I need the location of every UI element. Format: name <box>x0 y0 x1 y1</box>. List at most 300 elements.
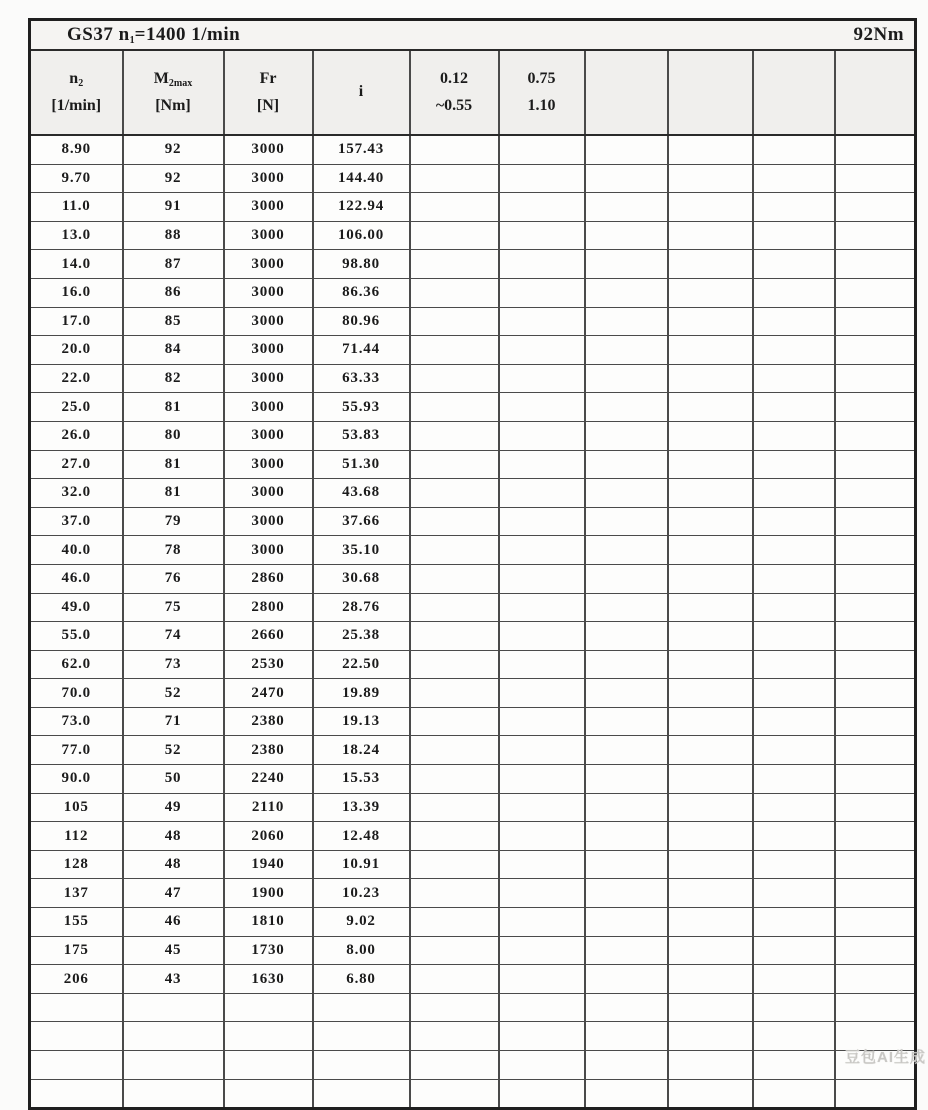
cell-m2max <box>123 1022 224 1051</box>
table-row <box>30 307 916 336</box>
cell-empty-1 <box>585 336 668 365</box>
watermark-text: 豆包AI生成 <box>844 1049 926 1066</box>
cell-kw-high <box>499 850 585 879</box>
cell-n2: 32.0 <box>30 479 123 508</box>
table-row <box>30 393 916 422</box>
cell-kw-high <box>499 793 585 822</box>
cell-i: 35.10 <box>313 536 410 565</box>
cell-kw-low <box>410 908 499 937</box>
cell-empty-1 <box>585 536 668 565</box>
cell-i: 10.91 <box>313 850 410 879</box>
cell-kw-high <box>499 993 585 1022</box>
cell-i: 30.68 <box>313 564 410 593</box>
cell-empty-2 <box>668 393 753 422</box>
cell-kw-high <box>499 135 585 164</box>
table-row <box>30 765 916 794</box>
cell-empty-2 <box>668 564 753 593</box>
cell-empty-2 <box>668 421 753 450</box>
cell-i: 63.33 <box>313 364 410 393</box>
cell-n2: 112 <box>30 822 123 851</box>
col-header-n2: $n_2$ [1/min] <box>30 50 123 135</box>
cell-fr: 2060 <box>224 822 313 851</box>
cell-i: 106.00 <box>313 221 410 250</box>
col-header-i: i <box>313 50 410 135</box>
cell-fr: 2660 <box>224 622 313 651</box>
cell-kw-high <box>499 193 585 222</box>
cell-empty-3 <box>753 936 835 965</box>
cell-kw-high <box>499 364 585 393</box>
cell-empty-1 <box>585 879 668 908</box>
cell-n2: 20.0 <box>30 336 123 365</box>
cell-empty-4 <box>835 336 916 365</box>
spec-table <box>28 18 917 1110</box>
cell-empty-1 <box>585 393 668 422</box>
cell-fr: 3000 <box>224 364 313 393</box>
cell-empty-1 <box>585 1051 668 1080</box>
cell-m2max: 81 <box>123 450 224 479</box>
cell-kw-low <box>410 965 499 994</box>
cell-empty-2 <box>668 250 753 279</box>
cell-kw-high <box>499 707 585 736</box>
cell-empty-1 <box>585 822 668 851</box>
cell-kw-high <box>499 679 585 708</box>
cell-m2max: 43 <box>123 965 224 994</box>
cell-empty-1 <box>585 765 668 794</box>
cell-empty-2 <box>668 164 753 193</box>
cell-empty-1 <box>585 1079 668 1109</box>
cell-empty-4 <box>835 164 916 193</box>
table-row <box>30 707 916 736</box>
cell-i: 80.96 <box>313 307 410 336</box>
cell-i: 28.76 <box>313 593 410 622</box>
table-row-empty <box>30 993 916 1022</box>
cell-empty-4 <box>835 421 916 450</box>
cell-m2max: 50 <box>123 765 224 794</box>
cell-i: 6.80 <box>313 965 410 994</box>
cell-fr <box>224 1079 313 1109</box>
cell-empty-4 <box>835 364 916 393</box>
cell-kw-high <box>499 221 585 250</box>
cell-i: 15.53 <box>313 765 410 794</box>
cell-kw-low <box>410 250 499 279</box>
cell-n2: 128 <box>30 850 123 879</box>
cell-n2: 8.90 <box>30 135 123 164</box>
cell-empty-1 <box>585 965 668 994</box>
table-row <box>30 278 916 307</box>
cell-kw-low <box>410 364 499 393</box>
cell-empty-1 <box>585 736 668 765</box>
cell-n2: 40.0 <box>30 536 123 565</box>
table-row <box>30 736 916 765</box>
cell-kw-high <box>499 1022 585 1051</box>
cell-kw-low <box>410 307 499 336</box>
cell-empty-4 <box>835 307 916 336</box>
cell-fr: 1900 <box>224 879 313 908</box>
cell-empty-3 <box>753 793 835 822</box>
cell-empty-1 <box>585 936 668 965</box>
cell-i: 10.23 <box>313 879 410 908</box>
cell-empty-3 <box>753 1079 835 1109</box>
cell-kw-low <box>410 1079 499 1109</box>
cell-n2: 27.0 <box>30 450 123 479</box>
cell-m2max: 84 <box>123 336 224 365</box>
cell-empty-4 <box>835 450 916 479</box>
cell-kw-low <box>410 936 499 965</box>
cell-fr: 2470 <box>224 679 313 708</box>
torque-rating: 92Nm <box>853 24 905 45</box>
col-header-fr: Fr [N] <box>224 50 313 135</box>
cell-empty-2 <box>668 793 753 822</box>
cell-kw-low <box>410 135 499 164</box>
cell-i: 55.93 <box>313 393 410 422</box>
cell-i: 18.24 <box>313 736 410 765</box>
cell-empty-4 <box>835 908 916 937</box>
cell-empty-2 <box>668 650 753 679</box>
cell-empty-2 <box>668 736 753 765</box>
cell-empty-3 <box>753 135 835 164</box>
cell-n2: 11.0 <box>30 193 123 222</box>
cell-empty-4 <box>835 536 916 565</box>
cell-m2max: 81 <box>123 393 224 422</box>
cell-fr: 3000 <box>224 507 313 536</box>
cell-kw-high <box>499 1051 585 1080</box>
cell-fr: 3000 <box>224 307 313 336</box>
cell-empty-1 <box>585 793 668 822</box>
table-row <box>30 421 916 450</box>
cell-empty-4 <box>835 707 916 736</box>
table-row-empty <box>30 1079 916 1109</box>
cell-empty-2 <box>668 965 753 994</box>
cell-kw-low <box>410 650 499 679</box>
table-row <box>30 593 916 622</box>
cell-n2: 14.0 <box>30 250 123 279</box>
cell-empty-3 <box>753 450 835 479</box>
cell-i: 22.50 <box>313 650 410 679</box>
cell-kw-high <box>499 507 585 536</box>
col-header-empty-3 <box>753 50 835 135</box>
cell-empty-2 <box>668 679 753 708</box>
cell-empty-2 <box>668 450 753 479</box>
cell-m2max: 49 <box>123 793 224 822</box>
cell-empty-4 <box>835 650 916 679</box>
table-row <box>30 479 916 508</box>
cell-n2: 90.0 <box>30 765 123 794</box>
cell-empty-3 <box>753 278 835 307</box>
cell-n2: 46.0 <box>30 564 123 593</box>
cell-empty-3 <box>753 650 835 679</box>
cell-empty-2 <box>668 479 753 508</box>
cell-fr: 3000 <box>224 250 313 279</box>
cell-kw-high <box>499 736 585 765</box>
cell-fr: 3000 <box>224 479 313 508</box>
cell-i: 86.36 <box>313 278 410 307</box>
cell-fr: 2240 <box>224 765 313 794</box>
cell-fr: 1940 <box>224 850 313 879</box>
cell-kw-high <box>499 622 585 651</box>
cell-kw-low <box>410 679 499 708</box>
cell-empty-1 <box>585 278 668 307</box>
cell-i <box>313 1051 410 1080</box>
cell-kw-high <box>499 650 585 679</box>
cell-kw-low <box>410 622 499 651</box>
cell-kw-high <box>499 765 585 794</box>
cell-empty-4 <box>835 507 916 536</box>
cell-m2max: 91 <box>123 193 224 222</box>
cell-fr: 3000 <box>224 336 313 365</box>
cell-m2max: 71 <box>123 707 224 736</box>
cell-fr: 3000 <box>224 450 313 479</box>
cell-n2: 175 <box>30 936 123 965</box>
cell-empty-2 <box>668 221 753 250</box>
col-header-kw-high: 0.75 1.10 <box>499 50 585 135</box>
cell-empty-3 <box>753 564 835 593</box>
cell-n2: 105 <box>30 793 123 822</box>
cell-i: 157.43 <box>313 135 410 164</box>
cell-kw-low <box>410 536 499 565</box>
cell-fr: 3000 <box>224 536 313 565</box>
cell-fr: 3000 <box>224 164 313 193</box>
cell-i <box>313 993 410 1022</box>
cell-empty-1 <box>585 622 668 651</box>
cell-kw-high <box>499 593 585 622</box>
cell-kw-low <box>410 1022 499 1051</box>
cell-empty-2 <box>668 908 753 937</box>
cell-n2: 137 <box>30 879 123 908</box>
cell-empty-1 <box>585 193 668 222</box>
cell-m2max: 80 <box>123 421 224 450</box>
cell-empty-1 <box>585 421 668 450</box>
cell-empty-4 <box>835 736 916 765</box>
cell-i: 144.40 <box>313 164 410 193</box>
cell-empty-2 <box>668 1079 753 1109</box>
cell-empty-4 <box>835 479 916 508</box>
cell-kw-low <box>410 736 499 765</box>
cell-m2max: 92 <box>123 164 224 193</box>
cell-m2max: 78 <box>123 536 224 565</box>
cell-kw-low <box>410 793 499 822</box>
cell-kw-low <box>410 421 499 450</box>
cell-m2max: 74 <box>123 622 224 651</box>
cell-n2: 16.0 <box>30 278 123 307</box>
cell-n2: 9.70 <box>30 164 123 193</box>
cell-m2max: 82 <box>123 364 224 393</box>
cell-empty-1 <box>585 707 668 736</box>
table-row <box>30 936 916 965</box>
cell-m2max: 85 <box>123 307 224 336</box>
cell-empty-4 <box>835 135 916 164</box>
cell-empty-4 <box>835 879 916 908</box>
cell-empty-1 <box>585 135 668 164</box>
cell-i: 53.83 <box>313 421 410 450</box>
cell-kw-low <box>410 593 499 622</box>
cell-n2: 55.0 <box>30 622 123 651</box>
cell-kw-low <box>410 850 499 879</box>
cell-m2max: 73 <box>123 650 224 679</box>
cell-empty-2 <box>668 622 753 651</box>
cell-n2: 73.0 <box>30 707 123 736</box>
cell-fr <box>224 1022 313 1051</box>
cell-empty-3 <box>753 965 835 994</box>
cell-i: 71.44 <box>313 336 410 365</box>
table-row <box>30 336 916 365</box>
cell-kw-low <box>410 450 499 479</box>
cell-n2: 77.0 <box>30 736 123 765</box>
col-header-empty-1 <box>585 50 668 135</box>
cell-i: 13.39 <box>313 793 410 822</box>
cell-empty-3 <box>753 822 835 851</box>
cell-kw-low <box>410 193 499 222</box>
cell-empty-3 <box>753 1022 835 1051</box>
cell-empty-4 <box>835 564 916 593</box>
cell-empty-3 <box>753 536 835 565</box>
cell-empty-1 <box>585 908 668 937</box>
cell-empty-1 <box>585 250 668 279</box>
table-row <box>30 908 916 937</box>
cell-empty-3 <box>753 250 835 279</box>
cell-i: 43.68 <box>313 479 410 508</box>
cell-kw-low <box>410 879 499 908</box>
col-header-empty-2 <box>668 50 753 135</box>
cell-empty-4 <box>835 1079 916 1109</box>
cell-m2max <box>123 1079 224 1109</box>
title-cell <box>30 20 916 51</box>
cell-empty-3 <box>753 993 835 1022</box>
cell-kw-high <box>499 307 585 336</box>
table-row <box>30 536 916 565</box>
cell-empty-3 <box>753 908 835 937</box>
cell-kw-low <box>410 564 499 593</box>
cell-kw-low <box>410 221 499 250</box>
col-header-m2max: $M_{2max}$ [Nm] <box>123 50 224 135</box>
cell-fr: 3000 <box>224 393 313 422</box>
cell-empty-2 <box>668 507 753 536</box>
table-row <box>30 650 916 679</box>
cell-empty-4 <box>835 850 916 879</box>
table-row <box>30 622 916 651</box>
cell-fr: 2380 <box>224 736 313 765</box>
cell-kw-low <box>410 479 499 508</box>
cell-n2: 26.0 <box>30 421 123 450</box>
cell-empty-3 <box>753 164 835 193</box>
cell-fr: 3000 <box>224 135 313 164</box>
cell-kw-high <box>499 336 585 365</box>
cell-kw-high <box>499 250 585 279</box>
gearbox-model-title: GS37 $n_1=1400$ 1/min <box>67 24 241 46</box>
cell-empty-2 <box>668 593 753 622</box>
cell-i: 122.94 <box>313 193 410 222</box>
cell-empty-2 <box>668 336 753 365</box>
table-row <box>30 793 916 822</box>
cell-empty-1 <box>585 679 668 708</box>
cell-empty-1 <box>585 164 668 193</box>
cell-m2max: 79 <box>123 507 224 536</box>
cell-empty-4 <box>835 679 916 708</box>
cell-empty-4 <box>835 793 916 822</box>
cell-kw-high <box>499 393 585 422</box>
cell-fr: 1730 <box>224 936 313 965</box>
cell-empty-2 <box>668 193 753 222</box>
cell-kw-low <box>410 393 499 422</box>
column-header-row <box>30 50 916 135</box>
cell-empty-2 <box>668 278 753 307</box>
cell-m2max: 81 <box>123 479 224 508</box>
cell-empty-3 <box>753 1051 835 1080</box>
cell-empty-2 <box>668 879 753 908</box>
cell-empty-2 <box>668 822 753 851</box>
cell-empty-2 <box>668 707 753 736</box>
cell-empty-4 <box>835 822 916 851</box>
cell-n2: 22.0 <box>30 364 123 393</box>
table-row <box>30 364 916 393</box>
cell-fr: 1630 <box>224 965 313 994</box>
cell-empty-2 <box>668 936 753 965</box>
table-row <box>30 250 916 279</box>
cell-empty-1 <box>585 450 668 479</box>
col-header-empty-4 <box>835 50 916 135</box>
cell-m2max: 48 <box>123 822 224 851</box>
cell-empty-4 <box>835 965 916 994</box>
cell-empty-2 <box>668 135 753 164</box>
cell-kw-low <box>410 822 499 851</box>
cell-n2 <box>30 1079 123 1109</box>
cell-empty-1 <box>585 564 668 593</box>
cell-kw-low <box>410 707 499 736</box>
table-row-empty <box>30 1022 916 1051</box>
cell-empty-4 <box>835 936 916 965</box>
cell-empty-3 <box>753 364 835 393</box>
table-row <box>30 965 916 994</box>
cell-fr: 2110 <box>224 793 313 822</box>
cell-kw-high <box>499 936 585 965</box>
table-row <box>30 850 916 879</box>
cell-fr: 2800 <box>224 593 313 622</box>
cell-kw-high <box>499 536 585 565</box>
cell-fr: 3000 <box>224 221 313 250</box>
cell-empty-4 <box>835 193 916 222</box>
col-header-kw-low: 0.12 ~0.55 <box>410 50 499 135</box>
cell-kw-low <box>410 1051 499 1080</box>
cell-m2max <box>123 993 224 1022</box>
cell-fr <box>224 1051 313 1080</box>
cell-m2max: 45 <box>123 936 224 965</box>
cell-empty-2 <box>668 307 753 336</box>
cell-fr: 1810 <box>224 908 313 937</box>
cell-fr: 2530 <box>224 650 313 679</box>
cell-fr <box>224 993 313 1022</box>
cell-kw-low <box>410 278 499 307</box>
cell-empty-3 <box>753 593 835 622</box>
cell-kw-high <box>499 1079 585 1109</box>
cell-empty-3 <box>753 421 835 450</box>
cell-kw-high <box>499 564 585 593</box>
cell-empty-2 <box>668 993 753 1022</box>
table-row <box>30 564 916 593</box>
cell-m2max: 52 <box>123 736 224 765</box>
cell-n2: 37.0 <box>30 507 123 536</box>
cell-n2: 49.0 <box>30 593 123 622</box>
cell-kw-low <box>410 507 499 536</box>
cell-n2 <box>30 1051 123 1080</box>
cell-empty-3 <box>753 393 835 422</box>
table-row <box>30 507 916 536</box>
cell-empty-3 <box>753 622 835 651</box>
cell-m2max: 76 <box>123 564 224 593</box>
table-row <box>30 879 916 908</box>
cell-kw-high <box>499 908 585 937</box>
cell-m2max: 86 <box>123 278 224 307</box>
cell-i: 51.30 <box>313 450 410 479</box>
cell-kw-high <box>499 965 585 994</box>
